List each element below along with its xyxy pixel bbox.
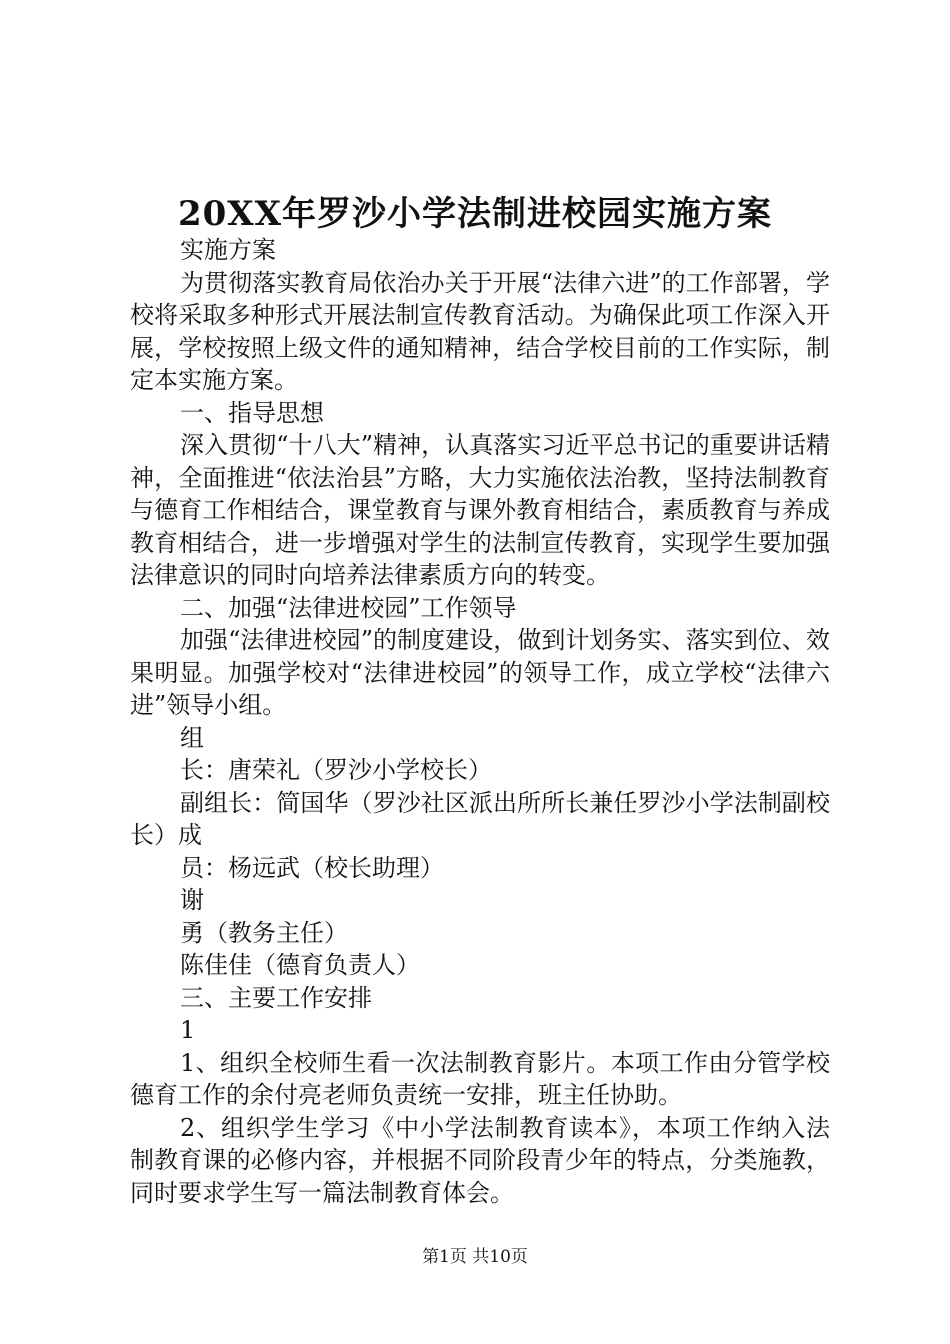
paragraph-line: 谢 xyxy=(180,886,204,914)
paragraph-leadership: 加强“法律进校园”的制度建设，做到计划务实、落实到位、效果明显。加强学校对“法律进校园”的领导工作，成立学校“法律六进”领导小组。 xyxy=(130,626,830,719)
paragraph-item-2: 2、组织学生学习《中小学法制教育读本》，本项工作纳入法制教育课的必修内容，并根据不同阶段青少年的特点，分类施教，同时要求学生写一篇法制教育体会。 xyxy=(130,1113,830,1207)
paragraph-intro: 为贯彻落实教育局依治办关于开展“法律六进”的工作部署，学校将采取多种形式开展法制宣传教育活动。为确保此项工作深入开展，学校按照上级文件的通知精神，结合学校目前的工作实际，制定本实施方案。 xyxy=(130,268,830,394)
paragraph-item-1: 1、组织全校师生看一次法制教育影片。本项工作由分管学校德育工作的余付亮老师负责统一安排，班主任协助。 xyxy=(130,1048,830,1109)
paragraph-line: 勇（教务主任） xyxy=(180,918,348,947)
paragraph-label: 实施方案 xyxy=(180,236,276,264)
paragraph-line: 员：杨远武（校长助理） xyxy=(180,853,444,882)
paragraph-line: 组 xyxy=(180,723,204,752)
paragraph-line: 陈佳佳（德育负责人） xyxy=(180,951,420,979)
paragraph-line: 副组长：简国华（罗沙社区派出所所长兼任罗沙小学法制副校长）成 xyxy=(130,788,830,849)
paragraph-line: 长：唐荣礼（罗沙小学校长） xyxy=(180,756,492,784)
document-body xyxy=(130,234,830,1209)
section-heading-3: 三、主要工作安排 xyxy=(180,983,372,1012)
paragraph-guiding-thought: 深入贯彻“十八大”精神，认真落实习近平总书记的重要讲话精神，全面推进“依法治县”方略，大力实施依法治教，坚持法制教育与德育工作相结合，课堂教育与课外教育相结合，素质教育与养成教育相结合，进一步增强对学生的法制宣传教育，实现学生要加强法律意识的同时向培养法律素质方向的转变。 xyxy=(130,431,830,589)
paragraph-line: 1 xyxy=(180,1016,196,1044)
section-heading-2: 二、加强“法律进校园”工作领导 xyxy=(180,593,517,622)
page-title: 20XX年罗沙小学法制进校园实施方案 xyxy=(177,194,773,234)
section-heading-1: 一、指导思想 xyxy=(180,398,324,427)
page-footer: 第1页 共10页 xyxy=(422,1247,528,1267)
